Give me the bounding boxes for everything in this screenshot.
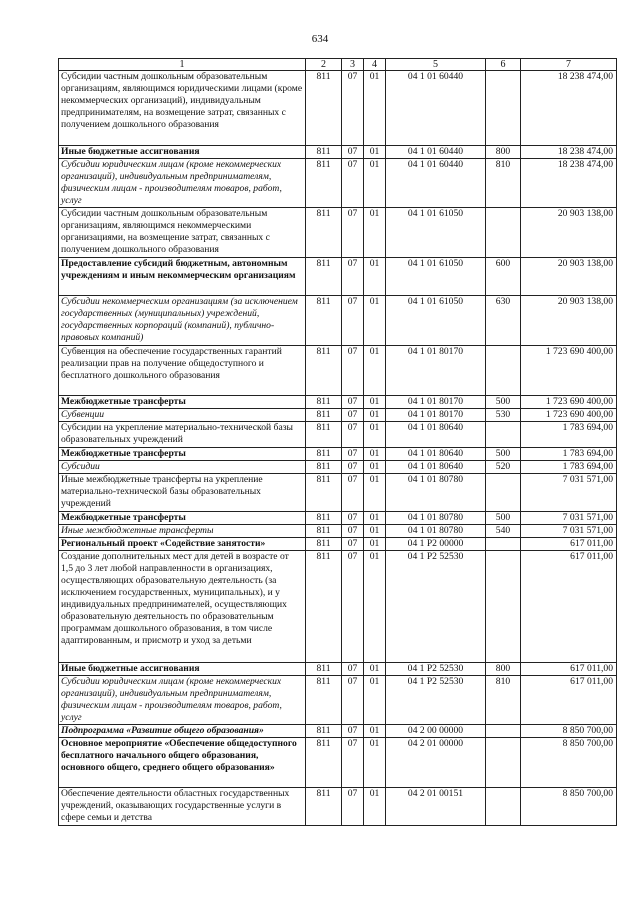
amount-cell: 20 903 138,00	[521, 258, 617, 296]
table-row	[59, 538, 617, 551]
row-name-cell: Субсидии юридическим лицам (кроме некоммерческих организаций), индивидуальным предпринимателям, физическим лицам - производителям товаров, работ, услуг	[59, 676, 306, 725]
section-code-cell: 07	[342, 159, 364, 208]
target-article-cell: 04 1 01 80780	[386, 525, 486, 538]
row-name-cell: Основное мероприятие «Обеспечение общедоступного бесплатного начального общего образования, основного общего, среднего общего образования»	[59, 738, 306, 788]
expense-type-cell: 520	[486, 461, 521, 474]
row-name-cell: Обеспечение деятельности областных государственных учреждений, оказывающих государственные услуги в сфере семьи и детства	[59, 788, 306, 826]
table-row	[59, 738, 617, 788]
table-row	[59, 71, 617, 146]
amount-cell: 1 723 690 400,00	[521, 346, 617, 396]
expense-type-cell: 500	[486, 396, 521, 409]
section-code-cell: 07	[342, 738, 364, 788]
target-article-cell: 04 1 01 61050	[386, 296, 486, 346]
expense-type-cell	[486, 725, 521, 738]
section-code-cell: 07	[342, 676, 364, 725]
ministry-code-cell: 811	[306, 409, 342, 422]
ministry-code-cell: 811	[306, 725, 342, 738]
row-name-cell: Субсидии частным дошкольным образовательным организациям, являющимся некоммерческими организациями, на возмещение затрат, связанных с получением дошкольного образования	[59, 208, 306, 258]
ministry-code-cell: 811	[306, 346, 342, 396]
row-name-cell: Субсидии некоммерческим организациям (за исключением государственных (муниципальных) учреждений, государственных корпораций (компаний), публично-правовых компаний)	[59, 296, 306, 346]
subsection-code-cell: 01	[364, 474, 386, 512]
expense-type-cell	[486, 538, 521, 551]
subsection-code-cell: 01	[364, 725, 386, 738]
table-row	[59, 474, 617, 512]
amount-cell: 18 238 474,00	[521, 159, 617, 208]
section-code-cell: 07	[342, 525, 364, 538]
target-article-cell: 04 1 01 80640	[386, 461, 486, 474]
ministry-code-cell: 811	[306, 461, 342, 474]
target-article-cell: 04 1 P2 52530	[386, 551, 486, 663]
ministry-code-cell: 811	[306, 159, 342, 208]
table-header-row	[59, 59, 617, 71]
target-article-cell: 04 1 P2 52530	[386, 663, 486, 676]
subsection-code-cell: 01	[364, 663, 386, 676]
section-code-cell: 07	[342, 296, 364, 346]
subsection-code-cell: 01	[364, 396, 386, 409]
expense-type-cell	[486, 346, 521, 396]
section-code-cell: 07	[342, 663, 364, 676]
amount-cell: 1 723 690 400,00	[521, 396, 617, 409]
expense-type-cell	[486, 71, 521, 146]
row-name-cell: Иные межбюджетные трансферты на укрепление материально-технической базы образовательных учреждений	[59, 474, 306, 512]
ministry-code-cell: 811	[306, 551, 342, 663]
subsection-code-cell: 01	[364, 409, 386, 422]
target-article-cell: 04 1 01 60440	[386, 146, 486, 159]
section-code-cell: 07	[342, 258, 364, 296]
amount-cell: 1 723 690 400,00	[521, 409, 617, 422]
ministry-code-cell: 811	[306, 538, 342, 551]
row-name-cell: Субсидии юридическим лицам (кроме некоммерческих организаций), индивидуальным предпринимателям, физическим лицам - производителям товаров, работ, услуг	[59, 159, 306, 208]
expense-type-cell: 800	[486, 146, 521, 159]
target-article-cell: 04 1 01 80640	[386, 422, 486, 448]
amount-cell: 18 238 474,00	[521, 146, 617, 159]
amount-cell: 617 011,00	[521, 676, 617, 725]
ministry-code-cell: 811	[306, 296, 342, 346]
target-article-cell: 04 2 01 00000	[386, 738, 486, 788]
target-article-cell: 04 2 00 00000	[386, 725, 486, 738]
amount-cell: 1 783 694,00	[521, 461, 617, 474]
target-article-cell: 04 1 01 60440	[386, 159, 486, 208]
subsection-code-cell: 01	[364, 512, 386, 525]
expense-type-cell: 800	[486, 663, 521, 676]
column-header: 6	[486, 59, 521, 71]
table-row	[59, 208, 617, 258]
subsection-code-cell: 01	[364, 159, 386, 208]
ministry-code-cell: 811	[306, 788, 342, 826]
column-header: 5	[386, 59, 486, 71]
amount-cell: 8 850 700,00	[521, 725, 617, 738]
table-row	[59, 346, 617, 396]
target-article-cell: 04 1 01 80780	[386, 512, 486, 525]
section-code-cell: 07	[342, 461, 364, 474]
section-code-cell: 07	[342, 396, 364, 409]
ministry-code-cell: 811	[306, 258, 342, 296]
row-name-cell: Межбюджетные трансферты	[59, 396, 306, 409]
row-name-cell: Предоставление субсидий бюджетным, автономным учреждениям и иным некоммерческим организациям	[59, 258, 306, 296]
target-article-cell: 04 1 01 61050	[386, 258, 486, 296]
ministry-code-cell: 811	[306, 146, 342, 159]
row-name-cell: Субвенция на обеспечение государственных гарантий реализации прав на получение общедоступного и бесплатного дошкольного образования	[59, 346, 306, 396]
subsection-code-cell: 01	[364, 146, 386, 159]
subsection-code-cell: 01	[364, 525, 386, 538]
amount-cell: 1 783 694,00	[521, 448, 617, 461]
ministry-code-cell: 811	[306, 474, 342, 512]
target-article-cell: 04 1 01 80640	[386, 448, 486, 461]
amount-cell: 617 011,00	[521, 663, 617, 676]
page-number: 634	[311, 33, 329, 45]
row-name-cell: Межбюджетные трансферты	[59, 448, 306, 461]
column-header: 1	[59, 59, 306, 71]
section-code-cell: 07	[342, 538, 364, 551]
subsection-code-cell: 01	[364, 258, 386, 296]
column-header: 4	[364, 59, 386, 71]
expense-type-cell: 630	[486, 296, 521, 346]
ministry-code-cell: 811	[306, 525, 342, 538]
section-code-cell: 07	[342, 448, 364, 461]
ministry-code-cell: 811	[306, 738, 342, 788]
table-row	[59, 551, 617, 663]
row-name-cell: Иные бюджетные ассигнования	[59, 663, 306, 676]
table-row	[59, 788, 617, 826]
expense-type-cell: 810	[486, 159, 521, 208]
table-row	[59, 525, 617, 538]
subsection-code-cell: 01	[364, 448, 386, 461]
amount-cell: 1 783 694,00	[521, 422, 617, 448]
expense-type-cell	[486, 422, 521, 448]
amount-cell: 8 850 700,00	[521, 788, 617, 826]
subsection-code-cell: 01	[364, 676, 386, 725]
section-code-cell: 07	[342, 146, 364, 159]
expense-type-cell: 500	[486, 512, 521, 525]
subsection-code-cell: 01	[364, 71, 386, 146]
table-row	[59, 512, 617, 525]
ministry-code-cell: 811	[306, 422, 342, 448]
table-row	[59, 725, 617, 738]
amount-cell: 617 011,00	[521, 538, 617, 551]
table-row	[59, 396, 617, 409]
ministry-code-cell: 811	[306, 71, 342, 146]
amount-cell: 8 850 700,00	[521, 738, 617, 788]
target-article-cell: 04 1 01 80780	[386, 474, 486, 512]
amount-cell: 617 011,00	[521, 551, 617, 663]
row-name-cell: Субсидии	[59, 461, 306, 474]
subsection-code-cell: 01	[364, 208, 386, 258]
target-article-cell: 04 1 01 60440	[386, 71, 486, 146]
ministry-code-cell: 811	[306, 676, 342, 725]
target-article-cell: 04 1 01 61050	[386, 208, 486, 258]
target-article-cell: 04 2 01 00151	[386, 788, 486, 826]
ministry-code-cell: 811	[306, 512, 342, 525]
row-name-cell: Иные межбюджетные трансферты	[59, 525, 306, 538]
section-code-cell: 07	[342, 512, 364, 525]
subsection-code-cell: 01	[364, 551, 386, 663]
budget-table	[58, 58, 617, 826]
subsection-code-cell: 01	[364, 346, 386, 396]
subsection-code-cell: 01	[364, 461, 386, 474]
table-row	[59, 146, 617, 159]
section-code-cell: 07	[342, 409, 364, 422]
section-code-cell: 07	[342, 422, 364, 448]
row-name-cell: Субвенции	[59, 409, 306, 422]
expense-type-cell	[486, 738, 521, 788]
section-code-cell: 07	[342, 551, 364, 663]
row-name-cell: Региональный проект «Содействие занятости»	[59, 538, 306, 551]
target-article-cell: 04 1 01 80170	[386, 346, 486, 396]
subsection-code-cell: 01	[364, 738, 386, 788]
row-name-cell: Субсидии частным дошкольным образовательным организациям, являющимся юридическими лицами (кроме некоммерческих организаций), индивидуальным предпринимателям, на возмещение затрат, связанных с получением дошкольного образования	[59, 71, 306, 146]
subsection-code-cell: 01	[364, 538, 386, 551]
table-row	[59, 159, 617, 208]
section-code-cell: 07	[342, 725, 364, 738]
row-name-cell: Межбюджетные трансферты	[59, 512, 306, 525]
amount-cell: 7 031 571,00	[521, 512, 617, 525]
row-name-cell: Субсидии на укрепление материально-технической базы образовательных учреждений	[59, 422, 306, 448]
table-row	[59, 676, 617, 725]
amount-cell: 7 031 571,00	[521, 474, 617, 512]
table-row	[59, 448, 617, 461]
ministry-code-cell: 811	[306, 448, 342, 461]
subsection-code-cell: 01	[364, 788, 386, 826]
table-row	[59, 409, 617, 422]
table-row	[59, 663, 617, 676]
table-row	[59, 258, 617, 296]
subsection-code-cell: 01	[364, 296, 386, 346]
amount-cell: 7 031 571,00	[521, 525, 617, 538]
row-name-cell: Создание дополнительных мест для детей в возрасте от 1,5 до 3 лет любой направленности в организациях, осуществляющих образовательную деятельность (за исключением государственных, муниципальных), и у индивидуальных предпринимателей, осуществляющих образовательную деятельность по образовательным программам дошкольного образования, в том числе адаптированным, и присмотр и уход за детьми	[59, 551, 306, 663]
amount-cell: 20 903 138,00	[521, 208, 617, 258]
table-row	[59, 296, 617, 346]
expense-type-cell: 500	[486, 448, 521, 461]
row-name-cell: Подпрограмма «Развитие общего образования»	[59, 725, 306, 738]
ministry-code-cell: 811	[306, 663, 342, 676]
expense-type-cell	[486, 551, 521, 663]
column-header: 7	[521, 59, 617, 71]
column-header: 3	[342, 59, 364, 71]
target-article-cell: 04 1 P2 00000	[386, 538, 486, 551]
expense-type-cell	[486, 788, 521, 826]
ministry-code-cell: 811	[306, 396, 342, 409]
expense-type-cell: 540	[486, 525, 521, 538]
table-row	[59, 422, 617, 448]
column-header: 2	[306, 59, 342, 71]
expense-type-cell	[486, 474, 521, 512]
expense-type-cell: 810	[486, 676, 521, 725]
target-article-cell: 04 1 01 80170	[386, 409, 486, 422]
expense-type-cell: 600	[486, 258, 521, 296]
expense-type-cell	[486, 208, 521, 258]
section-code-cell: 07	[342, 346, 364, 396]
amount-cell: 20 903 138,00	[521, 296, 617, 346]
expense-type-cell: 530	[486, 409, 521, 422]
section-code-cell: 07	[342, 474, 364, 512]
section-code-cell: 07	[342, 788, 364, 826]
section-code-cell: 07	[342, 71, 364, 146]
amount-cell: 18 238 474,00	[521, 71, 617, 146]
subsection-code-cell: 01	[364, 422, 386, 448]
target-article-cell: 04 1 P2 52530	[386, 676, 486, 725]
row-name-cell: Иные бюджетные ассигнования	[59, 146, 306, 159]
ministry-code-cell: 811	[306, 208, 342, 258]
table-row	[59, 461, 617, 474]
target-article-cell: 04 1 01 80170	[386, 396, 486, 409]
section-code-cell: 07	[342, 208, 364, 258]
